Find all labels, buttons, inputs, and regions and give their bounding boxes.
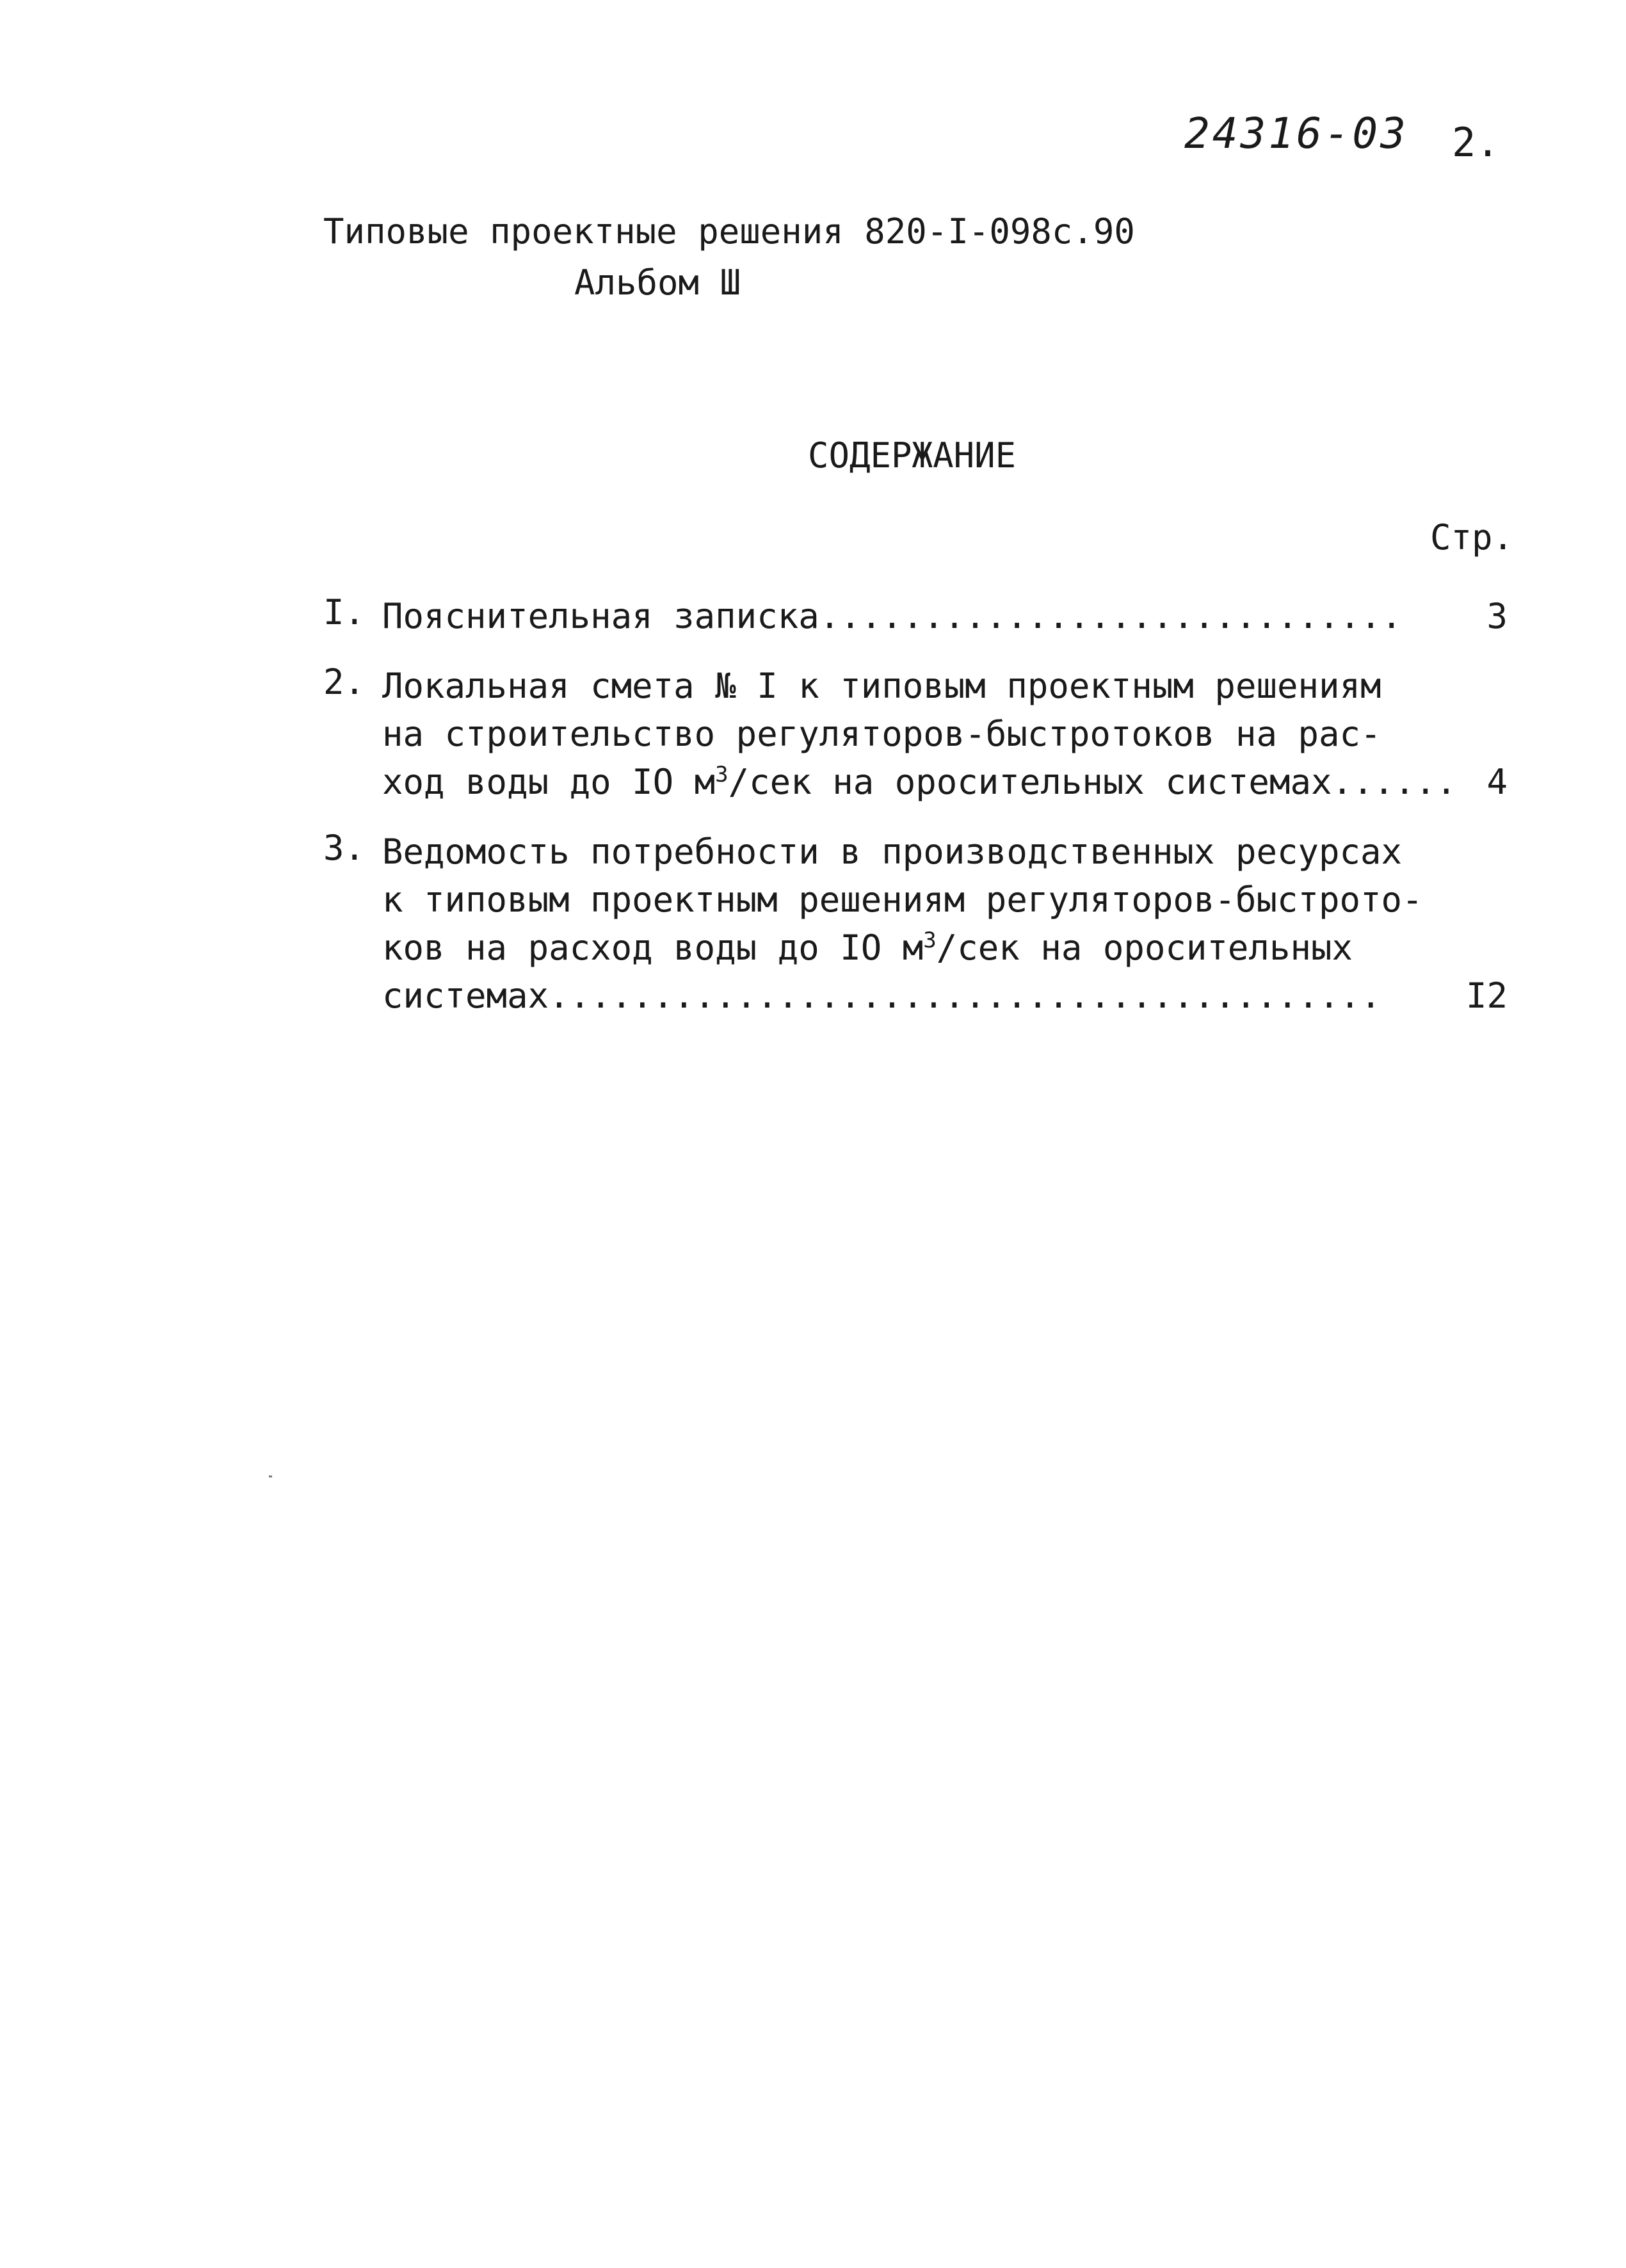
superscript-exponent: 3 bbox=[923, 928, 937, 953]
toc-line: к типовым проектным решениям регуляторов-быстрото- bbox=[382, 880, 1423, 920]
toc-line: Локальная смета № I к типовым проектным решениям bbox=[382, 666, 1381, 706]
toc-item-text bbox=[382, 592, 1406, 640]
toc-item-2 bbox=[323, 662, 1508, 806]
table-of-contents bbox=[323, 592, 1508, 1042]
album-label: Альбом Ш bbox=[574, 262, 741, 303]
toc-item-page: 3 bbox=[1486, 596, 1508, 636]
toc-line: Пояснительная записка............................ bbox=[382, 596, 1403, 636]
toc-line-part: /сек на оросительных bbox=[936, 928, 1353, 968]
toc-line bbox=[382, 758, 1457, 806]
toc-item-page: 4 bbox=[1486, 762, 1508, 802]
toc-line: на строительство регуляторов-быстротоков на рас- bbox=[382, 714, 1381, 754]
toc-line-part: ход воды до IO м bbox=[382, 762, 716, 802]
toc-item-number: 2. bbox=[323, 662, 366, 702]
page-number: 2. bbox=[1452, 119, 1500, 166]
toc-item-1 bbox=[323, 592, 1508, 640]
contents-heading: СОДЕРЖАНИЕ bbox=[808, 435, 1017, 476]
toc-item-3 bbox=[323, 828, 1508, 1020]
toc-line-part: ков на расход воды до IO м bbox=[382, 928, 924, 968]
toc-item-number: I. bbox=[323, 592, 366, 632]
toc-line: Ведомость потребности в производственных ресурсах bbox=[382, 832, 1403, 872]
toc-line: системах........................................ bbox=[382, 976, 1381, 1016]
toc-line-part: /сек на оросительных системах...... bbox=[728, 762, 1457, 802]
toc-item-number: 3. bbox=[323, 828, 366, 868]
toc-item-text bbox=[382, 828, 1423, 1020]
toc-item-text bbox=[382, 662, 1457, 806]
page-column-label: Стр. bbox=[1430, 517, 1514, 558]
toc-item-page: I2 bbox=[1465, 976, 1508, 1016]
toc-line bbox=[382, 924, 1406, 972]
document-number: 24316-03 bbox=[1184, 109, 1408, 158]
scan-speck bbox=[269, 1476, 272, 1477]
document-title: Типовые проектные решения 820-I-098с.90 bbox=[323, 211, 1135, 252]
superscript-exponent: 3 bbox=[715, 762, 728, 787]
